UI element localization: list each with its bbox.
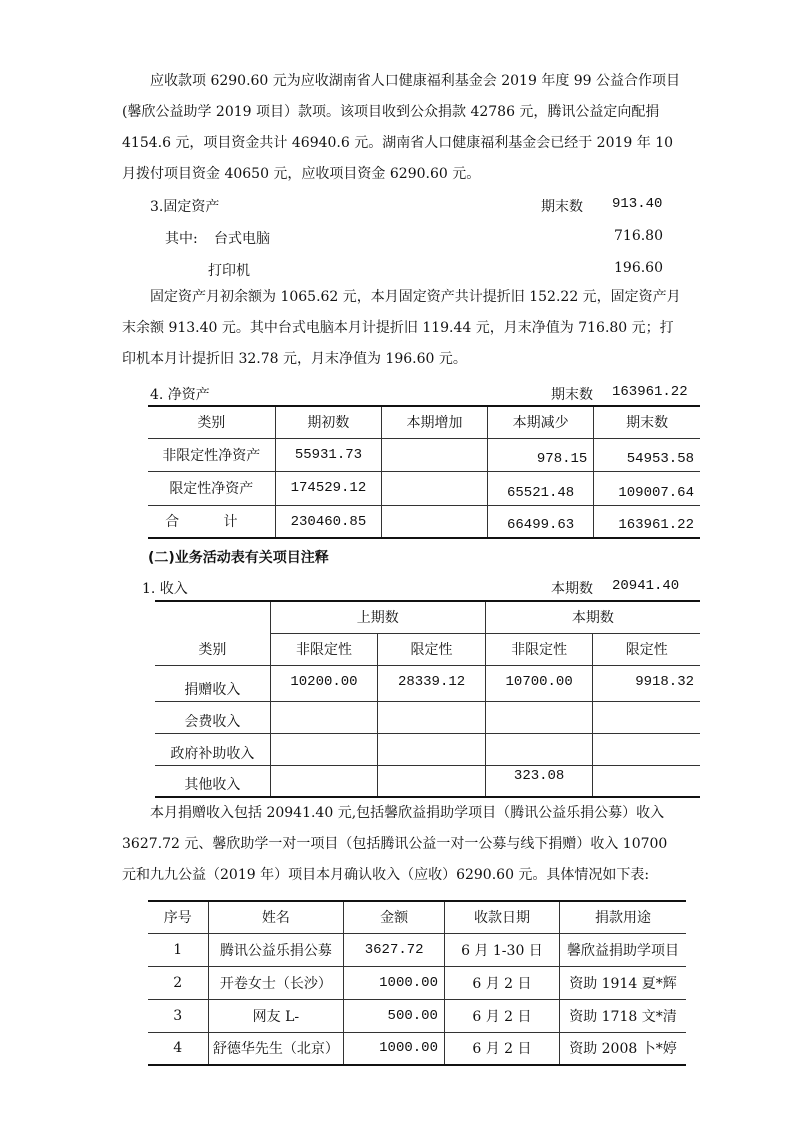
header-category: 类别 — [155, 633, 270, 665]
cell-category: 政府补助收入 — [155, 733, 270, 765]
table-row — [148, 933, 686, 966]
desktop-computer-label: 台式电脑 — [214, 231, 270, 247]
header-name: 姓名 — [208, 901, 344, 933]
cell-increase — [382, 438, 488, 471]
income-table — [155, 600, 700, 798]
income-period-value: 20941.40 — [612, 578, 680, 594]
cell-date: 6 月 2 日 — [444, 999, 559, 1032]
cell-date: 6 月 2 日 — [444, 1032, 559, 1065]
net-assets-table — [148, 405, 700, 539]
cell-curr-restricted — [593, 765, 700, 797]
header-decrease: 本期减少 — [487, 406, 593, 438]
cell-purpose: 资助 2008 卜*婷 — [559, 1032, 686, 1065]
header-opening: 期初数 — [275, 406, 382, 438]
table-row — [155, 733, 700, 765]
cell-amount: 1000.00 — [344, 1032, 445, 1065]
cell-curr-unrestricted: 10700.00 — [485, 665, 593, 701]
table-row — [148, 966, 686, 999]
cell-name: 开卷女士（长沙） — [208, 966, 344, 999]
receivable-paragraph: 应收款项 6290.60 元为应收湖南省人口健康福利基金会 2019 年度 99 公益合作项目(馨欣公益助学 2019 项目）款项。该项目收到公众捐款 42786 元，腾讯公益定向配捐 4154.6 元，项目资金共计 46940.6 元。湖南省人口健康福利基金会已经于 2019 年 10 月拨付项目资金 40650 元，应收项目资金 6290.60 元。 — [122, 73, 681, 182]
corner-cell — [155, 601, 270, 633]
header-purpose: 捐款用途 — [559, 901, 686, 933]
cell-amount: 1000.00 — [344, 966, 445, 999]
income-heading: 1. 收入 — [142, 581, 188, 597]
table-row — [148, 505, 700, 538]
cell-prev-restricted — [378, 733, 486, 765]
cell-name: 网友 L- — [208, 999, 344, 1032]
net-assets-heading: 4. 净资产 — [150, 387, 210, 403]
cell-closing: 54953.58 — [594, 438, 700, 471]
cell-category: 非限定性净资产 — [148, 438, 275, 471]
cell-date: 6 月 2 日 — [444, 966, 559, 999]
section2-heading: (二)业务活动表有关项目注释 — [148, 550, 329, 566]
cell-prev-restricted — [378, 765, 486, 797]
cell-purpose: 资助 1914 夏*辉 — [559, 966, 686, 999]
cell-decrease: 978.15 — [487, 438, 593, 471]
fixed-assets-heading: 3.固定资产 — [150, 199, 220, 215]
cell-opening: 174529.12 — [275, 471, 382, 505]
income-period-label: 本期数 — [551, 581, 593, 597]
printer-value: 196.60 — [614, 260, 663, 276]
cell-curr-unrestricted — [485, 701, 593, 733]
desktop-computer-value: 716.80 — [614, 228, 663, 244]
header-curr-restricted: 限定性 — [593, 633, 700, 665]
table-row — [148, 471, 700, 505]
cell-category: 捐赠收入 — [155, 665, 270, 701]
header-index: 序号 — [148, 901, 208, 933]
cell-prev-restricted: 28339.12 — [378, 665, 486, 701]
cell-name: 腾讯公益乐捐公募 — [208, 933, 344, 966]
cell-index: 1 — [148, 933, 208, 966]
cell-prev-restricted — [378, 701, 486, 733]
cell-category: 限定性净资产 — [148, 471, 275, 505]
printer-label: 打印机 — [208, 263, 250, 279]
cell-curr-restricted — [593, 701, 700, 733]
cell-name: 舒德华先生（北京） — [208, 1032, 344, 1065]
header-prev-restricted: 限定性 — [378, 633, 486, 665]
table-row — [155, 665, 700, 701]
table-row — [148, 438, 700, 471]
header-date: 收款日期 — [444, 901, 559, 933]
cell-prev-unrestricted — [270, 701, 378, 733]
cell-increase — [382, 505, 488, 538]
table-row — [155, 701, 700, 733]
cell-curr-restricted — [593, 733, 700, 765]
fixed-assets-note: 固定资产月初余额为 1065.62 元，本月固定资产共计提折旧 152.22 元，固定资产月末余额 913.40 元。其中台式电脑本月计提折旧 119.44 元，月末净值为 716.80 元；打印机本月计提折旧 32.78 元，月末净值为 196.60 元。 — [122, 289, 681, 367]
net-assets-period-end-value: 163961.22 — [612, 384, 688, 400]
cell-purpose: 馨欣益捐助学项目 — [559, 933, 686, 966]
group-prev-period: 上期数 — [270, 601, 485, 633]
header-curr-unrestricted: 非限定性 — [485, 633, 593, 665]
cell-index: 3 — [148, 999, 208, 1032]
table-row — [148, 999, 686, 1032]
cell-decrease: 65521.48 — [487, 471, 593, 505]
header-amount: 金额 — [344, 901, 445, 933]
cell-amount: 500.00 — [344, 999, 445, 1032]
donations-table — [148, 900, 686, 1066]
fixed-assets-period-end-value: 913.40 — [612, 196, 663, 212]
header-prev-unrestricted: 非限定性 — [270, 633, 378, 665]
cell-opening: 230460.85 — [275, 505, 382, 538]
cell-date: 6 月 1-30 日 — [444, 933, 559, 966]
cell-closing: 109007.64 — [594, 471, 700, 505]
cell-prev-unrestricted: 10200.00 — [270, 665, 378, 701]
cell-index: 2 — [148, 966, 208, 999]
table-row — [148, 1032, 686, 1065]
header-increase: 本期增加 — [382, 406, 488, 438]
cell-increase — [382, 471, 488, 505]
header-category: 类别 — [148, 406, 275, 438]
income-note: 本月捐赠收入包括 20941.40 元,包括馨欣益捐助学项目（腾讯公益乐捐公募）收入 3627.72 元、馨欣助学一对一项目（包括腾讯公益一对一公募与线下捐赠）收入 10700 元和九九公益（2019 年）项目本月确认收入（应收）6290.60 元。具体情况如下表: — [122, 805, 668, 883]
cell-closing: 163961.22 — [594, 505, 700, 538]
cell-index: 4 — [148, 1032, 208, 1065]
cell-prev-unrestricted — [270, 765, 378, 797]
cell-curr-unrestricted — [485, 733, 593, 765]
cell-total-label: 合 计 — [148, 505, 275, 538]
group-curr-period: 本期数 — [485, 601, 700, 633]
cell-decrease: 66499.63 — [487, 505, 593, 538]
among-label: 其中: — [165, 231, 198, 247]
cell-amount: 3627.72 — [344, 933, 445, 966]
header-closing: 期末数 — [594, 406, 700, 438]
cell-category: 会费收入 — [155, 701, 270, 733]
cell-curr-unrestricted: 323.08 — [485, 765, 593, 797]
cell-curr-restricted: 9918.32 — [593, 665, 700, 701]
net-assets-period-end-label: 期末数 — [551, 387, 593, 403]
cell-category: 其他收入 — [155, 765, 270, 797]
cell-purpose: 资助 1718 文*清 — [559, 999, 686, 1032]
cell-opening: 55931.73 — [275, 438, 382, 471]
cell-prev-unrestricted — [270, 733, 378, 765]
table-row — [155, 765, 700, 797]
fixed-assets-period-end-label: 期末数 — [541, 199, 583, 215]
